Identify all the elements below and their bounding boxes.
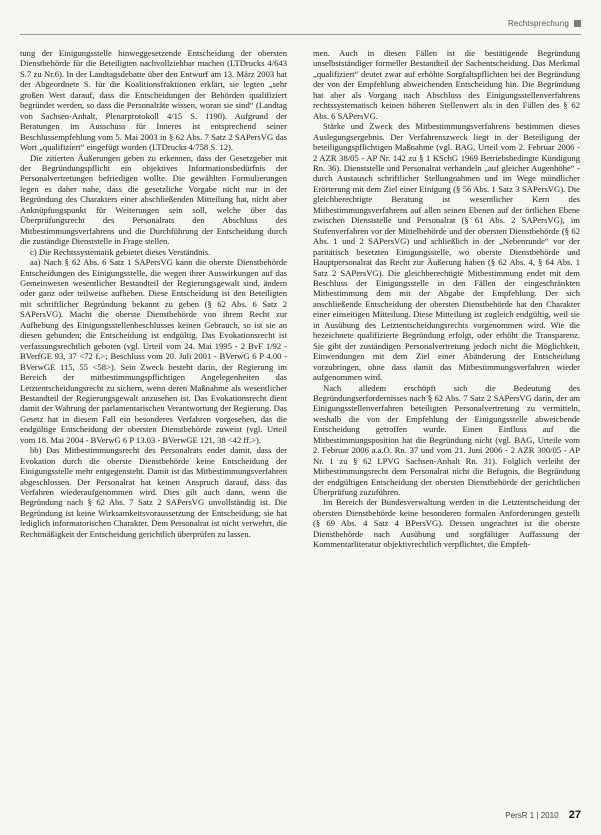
- paragraph: Nach alledem erschöpft sich die Bedeutung des Begründungserfordernisses nach § 62 Abs. 7 Satz 2 SAPersVG darin, der am Einigungsstellenverfahren beteiligten Personalvertretung zu vermitteln, weshalb die von der Empfehlung der Einigungsstelle abweichende Entscheidung getroffen wurde. Einen Einfluss auf die Mitbestimmungsposition hat die Begründung nicht (vgl. BAG, Urteile vom 2. Februar 2006 a.a.O. Rn. 37 und vom 21. Juni 2006 - 2 AZR 300/05 - AP Nr. 1 zu § 62 LPVG Sachsen-Anhalt Rn. 31). Folglich verleiht der Mitbestimmungsrecht dem Personalrat nicht die Befugnis, die Begründung der endgültigen Entscheidung der obersten Dienstbehörde der gerichtlichen Überprüfung zuzuführen.: [313, 382, 580, 498]
- paragraph: men. Auch in diesen Fällen ist die bestätigende Begründung unselbstständiger formeller Bestandteil der Sachentscheidung. Das Merkmal „qualifiziert“ deutet zwar auf erhöhte Sorgfaltspflichten bei der Begründung der von der Empfehlung abweichenden Entscheidung hin. Die Begründung hat aber als Vorgang nach Abschluss des Einigungsstellenverfahrens rechtssystematisch keinen höheren Stellenwert als in den Fällen des § 62 Abs. 6 SAPersVG.: [313, 48, 580, 121]
- paragraph: c) Die Rechtssystematik gebietet dieses Verständnis.: [30, 246, 211, 257]
- paragraph: tung der Einigungsstelle hinweggesetzende Entscheidung der obersten Dienstbehörde für die Beteiligten nachvollziehbar machen (LTDrucks 4/643 S.7 zu Nr.6). In der Landtagsdebatte über den Entwurf am 13. März 2003 hat der Abgeordnete S. für die Koalitionsfraktionen erklärt, sie legten „sehr großen Wert darauf, dass die Entscheidungen der Behörden qualifiziert begründet werden, so dass die Personalräte wissen, woran sie sind“ (Landtag von Sachsen-Anhalt, Plenarprotokoll 4/15 S. 1190). Aufgrund der Beratungen im Ausschuss für Inneres ist entsprechend seiner Beschlussempfehlung vom 5. Mai 2003 in § 62 Abs. 7 Satz 2 SAPersVG das Wort „qualifiziert“ eingefügt worden (LTDrucks 4/758 S. 12).: [20, 48, 287, 153]
- section-label: Rechtsprechung: [507, 19, 569, 28]
- paragraph: aa) Nach § 62 Abs. 6 Satz 1 SAPersVG kann die oberste Dienstbehörde Entscheidungen des Einigungsstelle, die wegen ihrer Auswirkungen auf das Gemeinwesen wesentlicher Bestandteil der Regierungsgewalt sind, ändern oder ganz oder teilweise aufheben. Diese Entscheidung ist den Beteiligten mit schriftlicher Begründung bekannt zu geben (§ 62 Abs. 6 Satz 2 SAPersVG). Macht die oberste Dienstbehörde von ihrem Recht zur Aufhebung des Einigungsstellenbeschlusses keinen Gebrauch, so ist sie an diesen gebunden; die Entscheidung ist endgültig. Das Evokationsrecht ist verfassungsrechtlich geboten (vgl. Urteil vom 24. Mai 1995 - 2 BvF 1/92 - BVerfGE 93, 37 <72 f.>; Beschluss vom 20. Juli 2001 - BVerwG 6 P 4.00 - BVerwGE 115, 55 <58>). Sein Zweck besteht darin, der Regierung im Bereich der mitbestimmungspflichtigen Angelegenheiten das Letztentscheidungsrecht zu sichern, wenn deren Maßnahme als wesentlicher Bestandteil der Regierungsgewalt anzusehen ist. Das Evokationsrecht dient damit der Wahrung der parlamentarischen Verantwortung der Regierung. Das Gesetz hat in diesem Fall ein besonderes Verfahren vorgesehen, das die endgültige Entscheidung der obersten Dienstbehörde zuweist (vgl. Urteil vom 18. Mai 2004 - BVerwG 6 P 13.03 - BVerwGE 121, 38 <42 ff.>).: [20, 257, 287, 445]
- left-column: [20, 48, 287, 539]
- page-number: 27: [568, 809, 581, 821]
- paragraph: Stärke und Zweck des Mitbestimmungsverfahrens bestimmen dieses Auslegungsergebnis. Der Verfahrenszweck liegt in der Beteiligung der beteiligungspflichtigen Maßnahme (vgl. BAG, Urteil vom 2. Februar 2006 - 2 AZR 38/05 - AP Nr. 142 zu § 1 KSchG 1969 Betriebsbedingte Kündigung Rn. 36). Dienststelle und Personalrat verhandeln „auf gleicher Augenhöhe“ - durch Austausch schriftlicher Stellungnahmen und im Wege mündlicher Erörterung mit dem Ziel einer Einigung (§ 56 Abs. 1 Satz 3 SAPersVG). Die gleichberechtigte Beratung ist wesentlicher Kern des Mitbestimmungsverfahrens auf allen seinen Ebenen auf der örtlichen Ebene zwischen Dienststelle und Personalrat (§ 61 Abs. 2 SAPersVG), im Stufenverfahren vor der Mittelbehörde und der obersten Dienstbehörde (§ 62 Abs. 1 und 2 SAPersVG) und schließlich in der „Nebenrunde“ vor der paritätisch besetzten Einigungsstelle, wo oberste Dienstbehörde und Hauptpersonalrat das Recht zur Äußerung haben (§ 62 Abs. 4, § 64 Abs. 1 Satz 2 SAPersVG). Die gleichberechtigte Mitbestimmung endet mit dem Beschluss der Einigungsstelle in den Fällen der eingeschränkten Mitbestimmung dem mit der Abgabe der Empfehlung. Der sich anschließende Entscheidung der obersten Dienstbehörde hat den Charakter einer einseitigen Mitteilung. Diese Mitteilung ist zugleich endgültig, weil sie in Ausübung des Letztentscheidungsrechts vorgenommen wird. Wie die bezeichnete qualifizierte Begründung erfolgt, oder erhöht die Transparenz. Sie gibt der zuständigen Personalvertretung jedoch nicht die Möglichkeit, Einwendungen mit dem Ziel einer Abänderung der Entscheidung vorzubringen, ohne dass damit das Mitbestimmungsverfahren wieder aufgenommen wird.: [313, 121, 580, 383]
- header-rule: [20, 18, 581, 35]
- paragraph: Die zitierten Äußerungen geben zu erkennen, dass der Gesetzgeber mit der Begründungspflicht ein objektives Informationsbedürfnis der Personalvertretungen befriedigen wollte. Die gewählten Formulierungen legen es daher nahe, dass die gesetzliche Vorgabe nicht nur in der Begründung des Charakters einer abschließenden Mitteilung hat, nicht aber Anknüpfungspunkt für Weiterungen sein soll, welche über das Überprüfungsrecht des Personalrats den Abschluss des Mitbestimmungsverfahrens und die Durchführung der Entscheidung durch die zuständige Dienststelle in Frage stellen.: [20, 152, 287, 247]
- page-footer: [505, 809, 581, 821]
- section-marker-square: [574, 20, 581, 27]
- right-column: [313, 48, 580, 550]
- paragraph: bb) Das Mitbestimmungsrecht des Personalrats endet damit, dass der Evokation durch die oberste Dienstbehörde keine Entscheidung der Einigungsstelle mehr entgegensteht. Damit ist das Mitbestimmungsverfahren abgeschlossen. Der Personalrat hat keinen Anspruch darauf, dass das Verfahren wiederaufgenommen wird. Dies gilt auch dann, wenn die Begründung nach § 62 Abs. 7 Satz 2 SAPersVG unvollständig ist. Die Begründung ist keine Wirksamkeitsvoraussetzung der Entscheidung; sie hat lediglich informatorischen Charakter. Dem Personalrat ist nicht verwehrt, die Rechtmäßigkeit der Entscheidung gerichtlich überprüfen zu lassen.: [20, 445, 287, 539]
- paragraph: Im Bereich der Bundesverwaltung werden in die Letztentscheidung der obersten Dienstbehörde keine besonderen formalen Anforderungen gestellt (§ 69 Abs. 4 Satz 4 BPersVG). Dessen ungeachtet ist die oberste Dienstbehörde nach Ausübung und sorgfältiger Auffassung der Kommentarliteratur objektivrechtlich verpflichtet, die Empfeh-: [313, 497, 580, 550]
- issue-label: PersR 1 | 2010: [505, 811, 559, 820]
